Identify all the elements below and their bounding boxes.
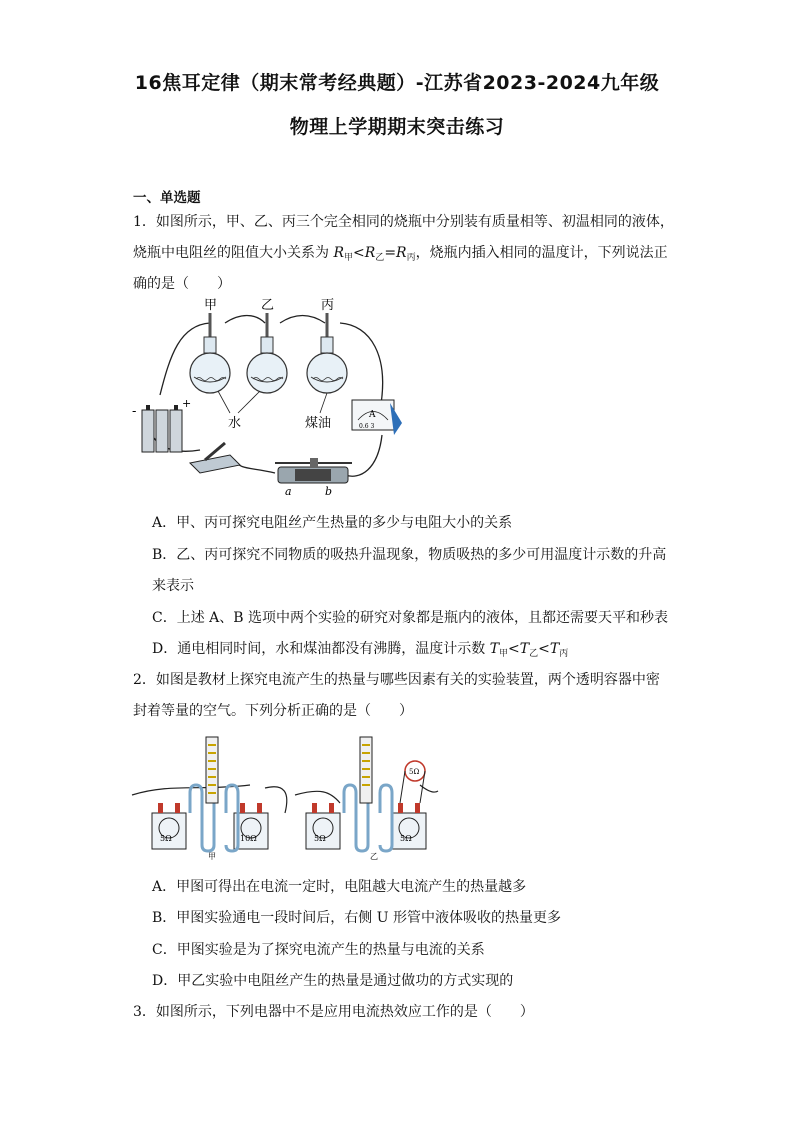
ammeter-scale: 0.6 3 — [359, 423, 375, 430]
flask-yi — [247, 313, 287, 393]
section-heading: 一、单选题 — [133, 190, 201, 206]
battery-plus: + — [182, 397, 192, 410]
q1-line-1: 1．如图所示，甲、乙、丙三个完全相同的烧瓶中分别装有质量相等、初温相同的液体， — [133, 214, 674, 230]
rheostat-label-b: b — [325, 485, 333, 498]
caption-jia: 甲 — [208, 852, 216, 861]
q2-line-2: 封着等量的空气。下列分析正确的是（ ） — [133, 703, 413, 719]
q1-option-b-line-2: 来表示 — [152, 578, 194, 594]
q2-line-1: 2．如图是教材上探究电流产生的热量与哪些因素有关的实验装置，两个透明容器中密 — [133, 672, 660, 688]
q1-circuit-figure — [130, 295, 420, 505]
q2-apparatus-figure — [130, 733, 440, 863]
resistor-label-1: 5Ω — [160, 834, 172, 843]
resistor-label-2: 10Ω — [240, 834, 257, 843]
flask-label-yi: 乙 — [261, 298, 275, 313]
label-kerosene: 煤油 — [305, 416, 332, 431]
q1-line-3: 确的是（ ） — [133, 276, 231, 292]
q3-line-1: 3．如图所示，下列电器中不是应用电流热效应工作的是（ ） — [133, 1004, 534, 1020]
q1-option-a: A．甲、丙可探究电阻丝产生热量的多少与电阻大小的关系 — [152, 515, 513, 531]
resistor-label-4: 5Ω — [400, 834, 412, 843]
flask-label-jia: 甲 — [204, 298, 218, 313]
q1-option-b-line-1: B．乙、丙可探究不同物质的吸热升温现象，物质吸热的多少可用温度计示数的升高 — [152, 547, 667, 563]
ammeter-label: A — [369, 410, 376, 420]
resistor-label-5: 5Ω — [409, 768, 420, 776]
q2-option-b: B．甲图实验通电一段时间后，右侧 U 形管中液体吸收的热量更多 — [152, 910, 561, 926]
document-title-line-1: 16焦耳定律（期末常考经典题）-江苏省2023-2024九年级 — [134, 72, 660, 94]
flask-bing — [307, 313, 347, 393]
q1-line-2: 烧瓶中电阻丝的阻值大小关系为 $R_甲<R_乙=R_丙$，烧瓶内插入相同的温度计，下列说法正 — [133, 245, 668, 263]
caption-yi: 乙 — [370, 852, 378, 861]
rheostat-label-a: a — [285, 485, 292, 498]
q2-option-d: D．甲乙实验中电阻丝产生的热量是通过做功的方式实现的 — [152, 973, 514, 989]
flask-jia — [190, 313, 230, 393]
battery — [142, 405, 182, 452]
q1-option-c: C．上述 A、B 选项中两个实验的研究对象都是瓶内的液体，且都还需要天平和秒表 — [152, 610, 669, 626]
resistor-label-3: 5Ω — [314, 834, 326, 843]
flask-label-bing: 丙 — [321, 298, 335, 313]
rheostat — [275, 458, 352, 483]
battery-minus: - — [132, 404, 137, 419]
document-title-line-2: 物理上学期期末突击练习 — [289, 116, 505, 138]
switch — [190, 443, 240, 473]
label-water: 水 — [228, 416, 242, 431]
q2-option-c: C．甲图实验是为了探究电流产生的热量与电流的关系 — [152, 942, 485, 958]
q2-option-a: A．甲图可得出在电流一定时，电阻越大电流产生的热量越多 — [152, 879, 527, 895]
q1-option-d: D．通电相同时间，水和煤油都没有沸腾，温度计示数 $T_甲<T_乙<T_丙$ — [152, 641, 569, 659]
